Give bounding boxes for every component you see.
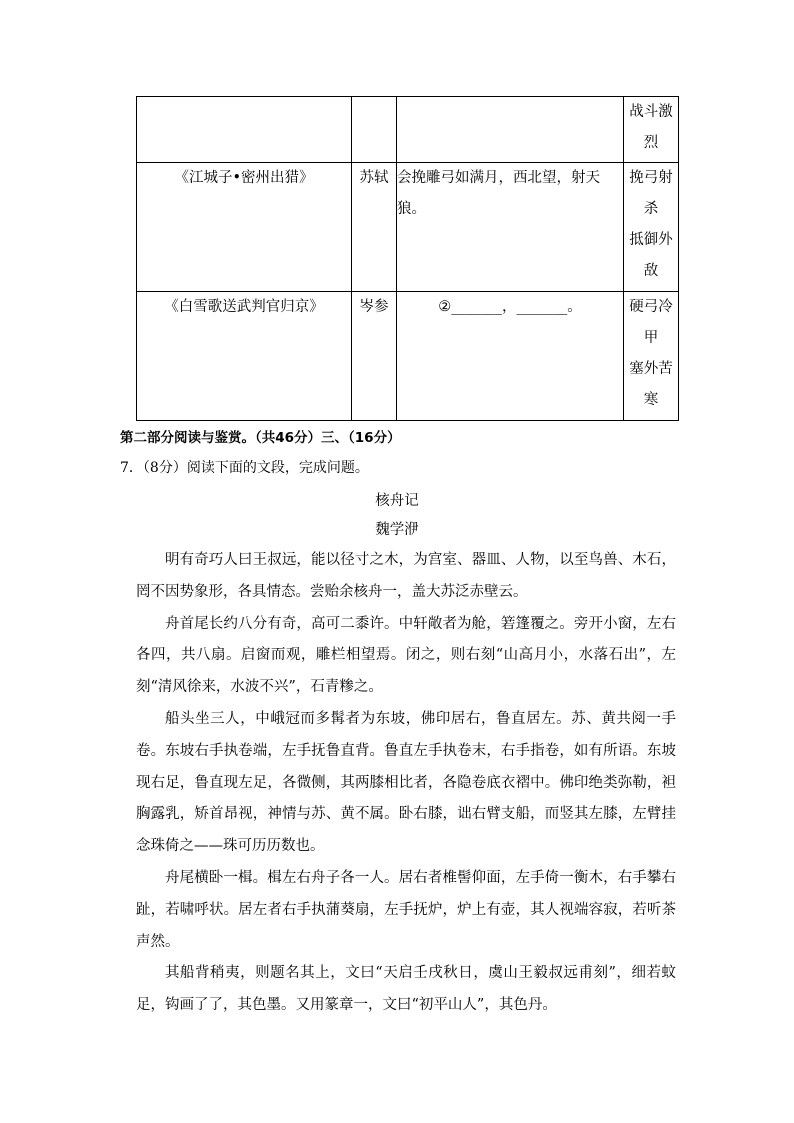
article-author: 魏学洢 <box>375 522 419 538</box>
poem-table <box>136 96 679 421</box>
poem-author-cell: 岑参 <box>352 292 397 421</box>
theme-text: 抵御外 <box>629 232 673 248</box>
section-heading: 第二部分阅读与鉴赏。（共46分）三、（16分） <box>120 430 401 446</box>
theme-text: 战斗激 <box>629 104 673 120</box>
article-paragraph: 明有奇巧人曰王叔远，能以径寸之木，为宫室、器皿、人物，以至鸟兽、木石，罔不因势象形，各具情态。尝贻余核舟一，盖大苏泛赤壁云。 <box>136 552 676 600</box>
fill-blank-cell: ②_______，_______。 <box>397 292 624 421</box>
poem-line-cell: 会挽雕弓如满月，西北望，射天狼。 <box>397 163 624 292</box>
poem-title-cell: 《白雪歌送武判官归京》 <box>137 292 352 421</box>
poem-theme-cell <box>624 97 679 163</box>
article-paragraph: 舟尾横卧一楫。楫左右舟子各一人。居右者椎髻仰面，左手倚一衡木，右手攀右趾，若啸呼状。居左者右手执蒲葵扇，左手抚炉，炉上有壶，其人视端容寂，若听茶声然。 <box>136 869 676 950</box>
theme-text: 挽弓射 <box>629 170 673 186</box>
table-row <box>137 97 679 163</box>
article-paragraph: 其船背稍夷，则题名其上，文曰“天启壬戌秋日，虞山王毅叔远甫刻”，细若蚊足，钩画了了，其色墨。又用篆章一，文曰“初平山人”，其色丹。 <box>136 965 676 1014</box>
poem-author-cell: 苏轼 <box>352 163 397 292</box>
theme-text: 塞外苦 <box>629 361 673 377</box>
table-row <box>137 292 679 421</box>
theme-text: 寒 <box>643 392 659 408</box>
poem-theme-cell <box>624 292 679 421</box>
poem-title-cell: 《江城子•密州出猎》 <box>137 163 352 292</box>
poem-line-cell <box>397 97 624 163</box>
theme-text: 杀 <box>643 201 659 217</box>
article-title: 核舟记 <box>375 493 419 509</box>
article-body <box>136 545 676 1022</box>
theme-text: 硬弓冷 <box>629 299 673 315</box>
poem-author-cell <box>352 97 397 163</box>
question-prompt: 7．（8分）阅读下面的文段，完成问题。 <box>120 460 369 476</box>
article-paragraph: 舟首尾长约八分有奇，高可二黍许。中轩敞者为舱，箬篷覆之。旁开小窗，左右各四，共八扇。启窗而观，雕栏相望焉。闭之，则右刻“山高月小，水落石出”，左刻“清风徐来，水波不兴”，石青糁之。 <box>136 615 676 696</box>
theme-text: 烈 <box>643 135 659 151</box>
poem-theme-cell <box>624 163 679 292</box>
poem-title-cell <box>137 97 352 163</box>
theme-text: 甲 <box>643 330 659 346</box>
table-row <box>137 163 679 292</box>
article-paragraph: 船头坐三人，中峨冠而多髯者为东坡，佛印居右，鲁直居左。苏、黄共阅一手卷。东坡右手执卷端，左手抚鲁直背。鲁直左手执卷末，右手指卷，如有所语。东坡现右足，鲁直现左足，各微侧，其两膝相比者，各隐卷底衣褶中。佛印绝类弥勒，袒胸露乳，矫首昂视，神情与苏、黄不属。卧右膝，诎右臂支船，而竖其左膝，左臂挂念珠倚之——珠可历历数也。 <box>136 710 676 855</box>
theme-text: 敌 <box>643 263 659 279</box>
